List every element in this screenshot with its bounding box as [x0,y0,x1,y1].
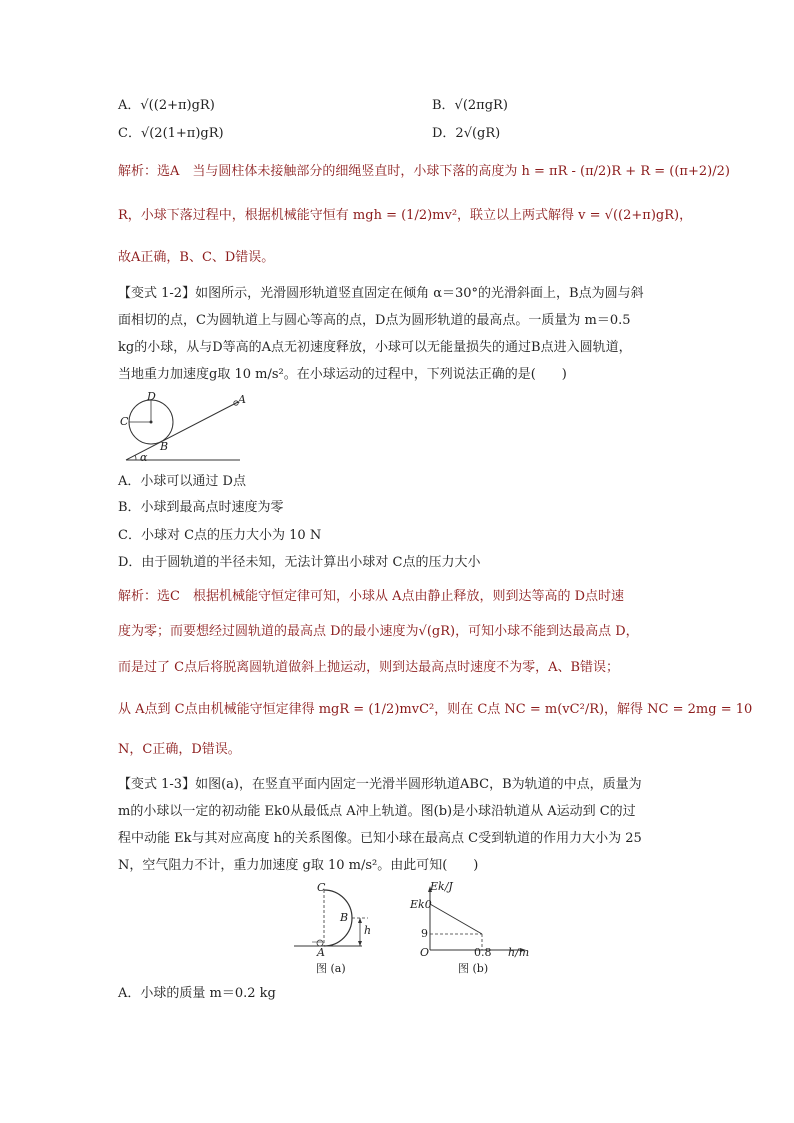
circle-center [150,421,153,424]
q3b-tick: 0.8 [474,946,492,959]
q3a-label-a: A [317,946,325,959]
q3-stem-line4: N，空气阻力不计，重力加速度 g取 10 m/s²。由此可知( ) [118,858,479,873]
q3-stem-line3: 程中动能 Ek与其对应高度 h的关系图像。已知小球在最高点 C受到轨道的作用力大小为 25 [118,831,642,846]
q3a-caption: 图 (a) [316,962,346,975]
q3-option-a: A．小球的质量 m＝0.2 kg [118,986,276,1001]
q3b-caption: 图 (b) [458,962,489,975]
ek-line [430,904,482,934]
q1-option-a: A．√((2+π)gR) [118,98,215,113]
q2-label-c: C [120,415,129,428]
q3b-ylabel: Ek/J [430,880,453,893]
height-arrow-head-top [358,918,362,923]
q2-option-b: B．小球到最高点时速度为零 [118,500,284,515]
height-arrow-head-bottom [358,941,362,946]
q3b-xlabel: h/m [508,946,530,959]
q3a-label-c: C [317,881,326,894]
q2-solution-line2: 度为零；而要想经过圆轨道的最高点 D的最小速度为√(gR)，可知小球不能到达最高点 D， [118,624,639,639]
q2-label-b: B [160,440,169,453]
q2-label-d: D [147,390,156,403]
q3a-label-h: h [364,924,372,937]
q2-stem-line4: 当地重力加速度g取 10 m/s²。在小球运动的过程中，下列说法正确的是( ) [118,367,567,382]
q2-figure [118,388,258,466]
q1-solution-line1: 解析：选A 当与圆柱体未接触部分的细绳竖直时，小球下落的高度为 h = πR - (π/2)R + R = ((π+2)/2) [118,164,730,179]
q1-option-d: D．2√(gR) [432,126,501,141]
q3-stem-line2: m的小球以一定的初动能 Ek0从最低点 A冲上轨道。图(b)是小球沿轨道从 A运动到 C的过 [118,804,636,819]
q2-stem-line2: 面相切的点，C为圆轨道上与圆心等高的点，D点为圆形轨道的最高点。一质量为 m＝0.5 [118,313,631,328]
q3b-ek0: Ek0 [410,898,432,911]
q3b-origin: O [420,946,430,959]
q1-option-b: B．√(2πgR) [432,98,508,113]
q2-solution-line5: N，C正确，D错误。 [118,742,241,757]
q2-solution-line3: 而是过了 C点后将脱离圆轨道做斜上抛运动，则到达最高点时速度不为零，A、B错误； [118,660,620,675]
q3b-nine: 9 [421,927,428,940]
q1-solution-line2: R，小球下落过程中，根据机械能守恒有 mgh = (1/2)mv²，联立以上两式解得 v = √((2+π)gR)， [118,208,693,223]
q3a-label-b: B [340,911,349,924]
q2-stem-line3: kg的小球，从与D等高的A点无初速度释放，小球可以无能量损失的通过B点进入圆轨道， [118,340,632,355]
q3-stem-line1: 【变式 1-3】如图(a)，在竖直平面内固定一光滑半圆形轨道ABC，B为轨道的中点，质量为 [118,777,642,792]
q2-stem-line1: 【变式 1-2】如图所示，光滑圆形轨道竖直固定在倾角 α＝30°的光滑斜面上，B点为圆与斜 [118,286,644,301]
q1-solution-line3: 故A正确，B、C、D错误。 [118,250,275,265]
q2-solution-line4: 从 A点到 C点由机械能守恒定律得 mgR = (1/2)mvC²，则在 C点 NC = m(vC²/R)，解得 NC = 2mg = 10 [118,702,753,717]
angle-arc [135,455,136,460]
q2-solution-line1: 解析：选C 根据机械能守恒定律可知，小球从 A点由静止释放，则到达等高的 D点时速 [118,589,625,604]
q2-label-a: A [238,393,246,406]
q2-option-c: C．小球对 C点的压力大小为 10 N [118,528,322,543]
q2-option-a: A．小球可以通过 D点 [118,474,246,489]
q3-figure-a [290,882,380,962]
q2-option-d: D．由于圆轨道的半径未知，无法计算出小球对 C点的压力大小 [118,555,481,570]
q1-option-c: C．√(2(1+π)gR) [118,126,224,141]
q2-label-alpha: α [140,451,148,464]
